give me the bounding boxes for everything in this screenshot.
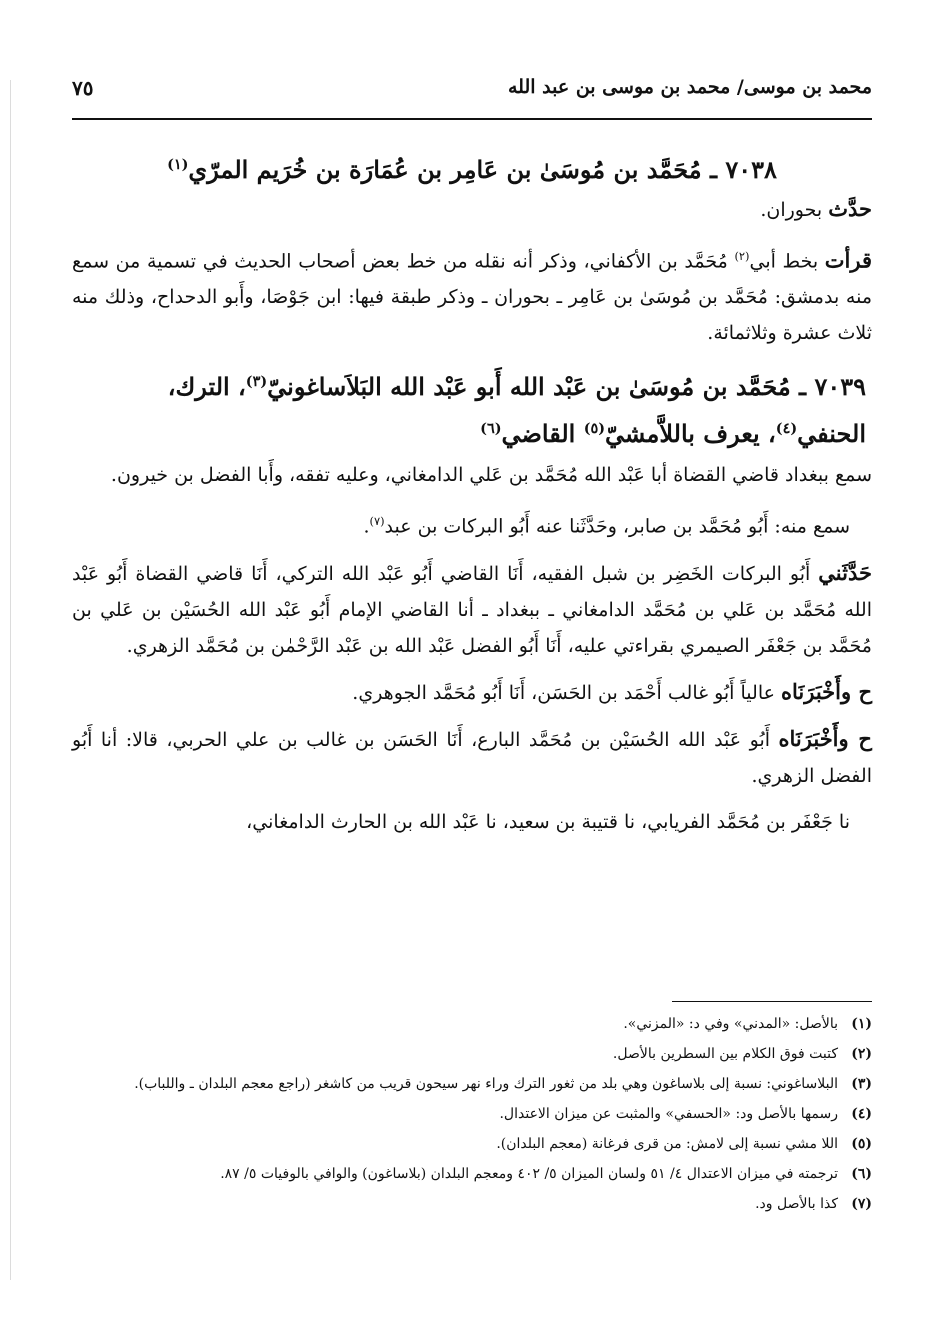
entry-7039-paragraph-6: نا جَعْفَر بن مُحَمَّد الفريابي، نا قتيبة بن سعيد، نا عَبْد الله بن الحارث الدامغاني،: [246, 810, 850, 833]
lead-word: ح وأَخْبَرَنَاه: [778, 725, 872, 751]
header-rule: [72, 118, 872, 120]
entry-7039-paragraph-4: [72, 674, 872, 711]
lead-word: حدَّث: [828, 196, 872, 221]
entry-7038-title: [72, 144, 872, 191]
footnote-2: [72, 1043, 872, 1066]
entry-7038-paragraph-1: [72, 191, 872, 228]
entry-7039-title-text: القاضي: [501, 419, 584, 449]
footnotes: [72, 1013, 872, 1223]
footnote-ref-1[interactable]: (١): [167, 156, 189, 173]
entry-7039-paragraph-3: [72, 555, 872, 664]
footnote-3: [72, 1073, 872, 1096]
footnote-number: (٦): [851, 1166, 872, 1182]
footnote-ref-3[interactable]: (٣): [245, 373, 268, 391]
paragraph-text: مُحَمَّد بن الأكفاني، وذكر أنه نقله من خط بعض أصحاب الحديث في تسمية من سمع منه بدمشق: مُحَمَّد بن مُوسَىٰ بن عَامِر ـ بحوران ـ وذكر طبقة فيها: ابن جَوْصَا، وأَبو الدحداح، وذلك منه ثلاث عشرة وثلاثمائة.: [72, 250, 872, 345]
footnote-text: رسمها بالأصل ود: «الحسفي» والمثبت عن ميزان الاعتدال.: [499, 1106, 838, 1122]
main-text: [72, 140, 872, 850]
paragraph-text: أَبُو البركات الخَضِر بن شبل الفقيه، أَنَا القاضي أَبُو عَبْد الله التركي، أَنَا قاضي القضاة أَبُو عَبْد الله مُحَمَّد بن عَلي بن مُحَمَّد الدامغاني ـ ببغداد ـ أنا القاضي الإمام أَبُو عَبْد الله الحُسَيْن بن عَلي بن مُحَمَّد بن جَعْفَر الصيمري بقراءتي عليه، أَنَا أَبُو الفضل عَبْد الله بن عَبْد الرَّحْمٰن بن مُحَمَّد الزهري.: [72, 562, 872, 657]
footnote-number: (٥): [851, 1136, 872, 1152]
running-head: [72, 70, 872, 110]
footnote-ref-7[interactable]: (٧): [369, 514, 385, 529]
entry-7039-paragraph-1: سمع ببغداد قاضي القضاة أبا عَبْد الله مُحَمَّد بن عَلي الدامغاني، وعليه تفقه، وأَبا الفضل بن خيرون.: [110, 464, 872, 487]
footnote-text: كتبت فوق الكلام بين السطرين بالأصل.: [612, 1046, 838, 1062]
footnote-text: ترجمته في ميزان الاعتدال ٤/ ٥١ ولسان الميزان ٥/ ٤٠٢ ومعجم البلدان (بلاساغون) والوافي بالوفيات ٥/ ٨٧.: [220, 1166, 838, 1182]
footnote-number: (١): [851, 1016, 872, 1032]
footnote-text: اللا مشي نسبة إلى لامش: من قرى فرغانة (معجم البلدان).: [496, 1136, 838, 1152]
footnote-1: [72, 1013, 872, 1036]
paragraph-text: سمع منه: أَبُو مُحَمَّد بن صابر، وحَدَّثَنا عنه أَبُو البركات بن عبد: [384, 515, 850, 538]
paragraph-text: .: [363, 515, 370, 538]
entry-7039-paragraph-2: [72, 503, 872, 544]
paragraph-text: بحوران.: [760, 199, 823, 221]
footnote-ref-6[interactable]: (٦): [480, 420, 502, 438]
footnote-text: كذا بالأصل ود.: [755, 1196, 838, 1212]
entry-7039-title-text: ، الترك، الحنفي: [167, 372, 866, 449]
entry-7039-title-text: ٧٠٣٩ ـ مُحَمَّد بن مُوسَىٰ بن عَبْد الله أَبو عَبْد الله البَلاَساغونيّ: [267, 372, 866, 402]
paragraph-text: أَبُو عَبْد الله الحُسَيْن بن مُحَمَّد البارع، أَنَا الحَسَن بن غالب بن علي الحربي، قالا: أنا أَبُو الفضل الزهري.: [72, 728, 872, 787]
entry-7039-title: [72, 361, 872, 455]
footnote-number: (٣): [851, 1076, 872, 1092]
entry-7038-title-text: ٧٠٣٨ ـ مُحَمَّد بن مُوسَىٰ بن عَامِر بن عُمَارَة بن خُرَيم المرّي: [188, 155, 777, 184]
footnote-ref-2[interactable]: (٢): [734, 249, 750, 263]
lead-word: ح وأَخْبَرَنَاه: [781, 678, 872, 704]
footnote-rule: [672, 1001, 872, 1002]
running-title: محمد بن موسى/ محمد بن موسى بن عبد الله: [508, 76, 872, 98]
footnote-5: [72, 1133, 872, 1156]
footnote-6: [72, 1163, 872, 1186]
entry-7038-paragraph-2: [72, 238, 872, 351]
lead-word: حَدَّثَني: [818, 559, 872, 585]
entry-7039-paragraph-5: [72, 721, 872, 794]
footnote-7: [72, 1193, 872, 1216]
footnote-ref-5[interactable]: (٥): [583, 420, 606, 438]
footnote-number: (٤): [851, 1106, 872, 1122]
footnote-4: [72, 1103, 872, 1126]
footnote-text: البلاساغوني: نسبة إلى بلاساغون وهي بلد من ثغور الترك وراء نهر سيحون قريب من كاشغر (راجع معجم البلدان ـ واللباب).: [134, 1076, 838, 1092]
lead-word: قرأت: [824, 247, 873, 273]
footnote-ref-4[interactable]: (٤): [775, 420, 798, 438]
footnote-number: (٧): [851, 1196, 872, 1212]
footnote-number: (٢): [851, 1046, 872, 1062]
paragraph-text: بخط أبي: [749, 250, 819, 273]
paragraph-text: عالياً أَبُو غالب أَحْمَد بن الحَسَن، أَنَا أَبُو مُحَمَّد الجوهري.: [352, 681, 775, 704]
footnote-text: بالأصل: «المدني» وفي د: «المزني».: [623, 1016, 838, 1032]
page-number: ٧٥: [72, 76, 94, 100]
entry-7039-title-text: ، يعرف باللاَّمشيّ: [605, 419, 776, 449]
scan-edge-line: [10, 80, 11, 1280]
